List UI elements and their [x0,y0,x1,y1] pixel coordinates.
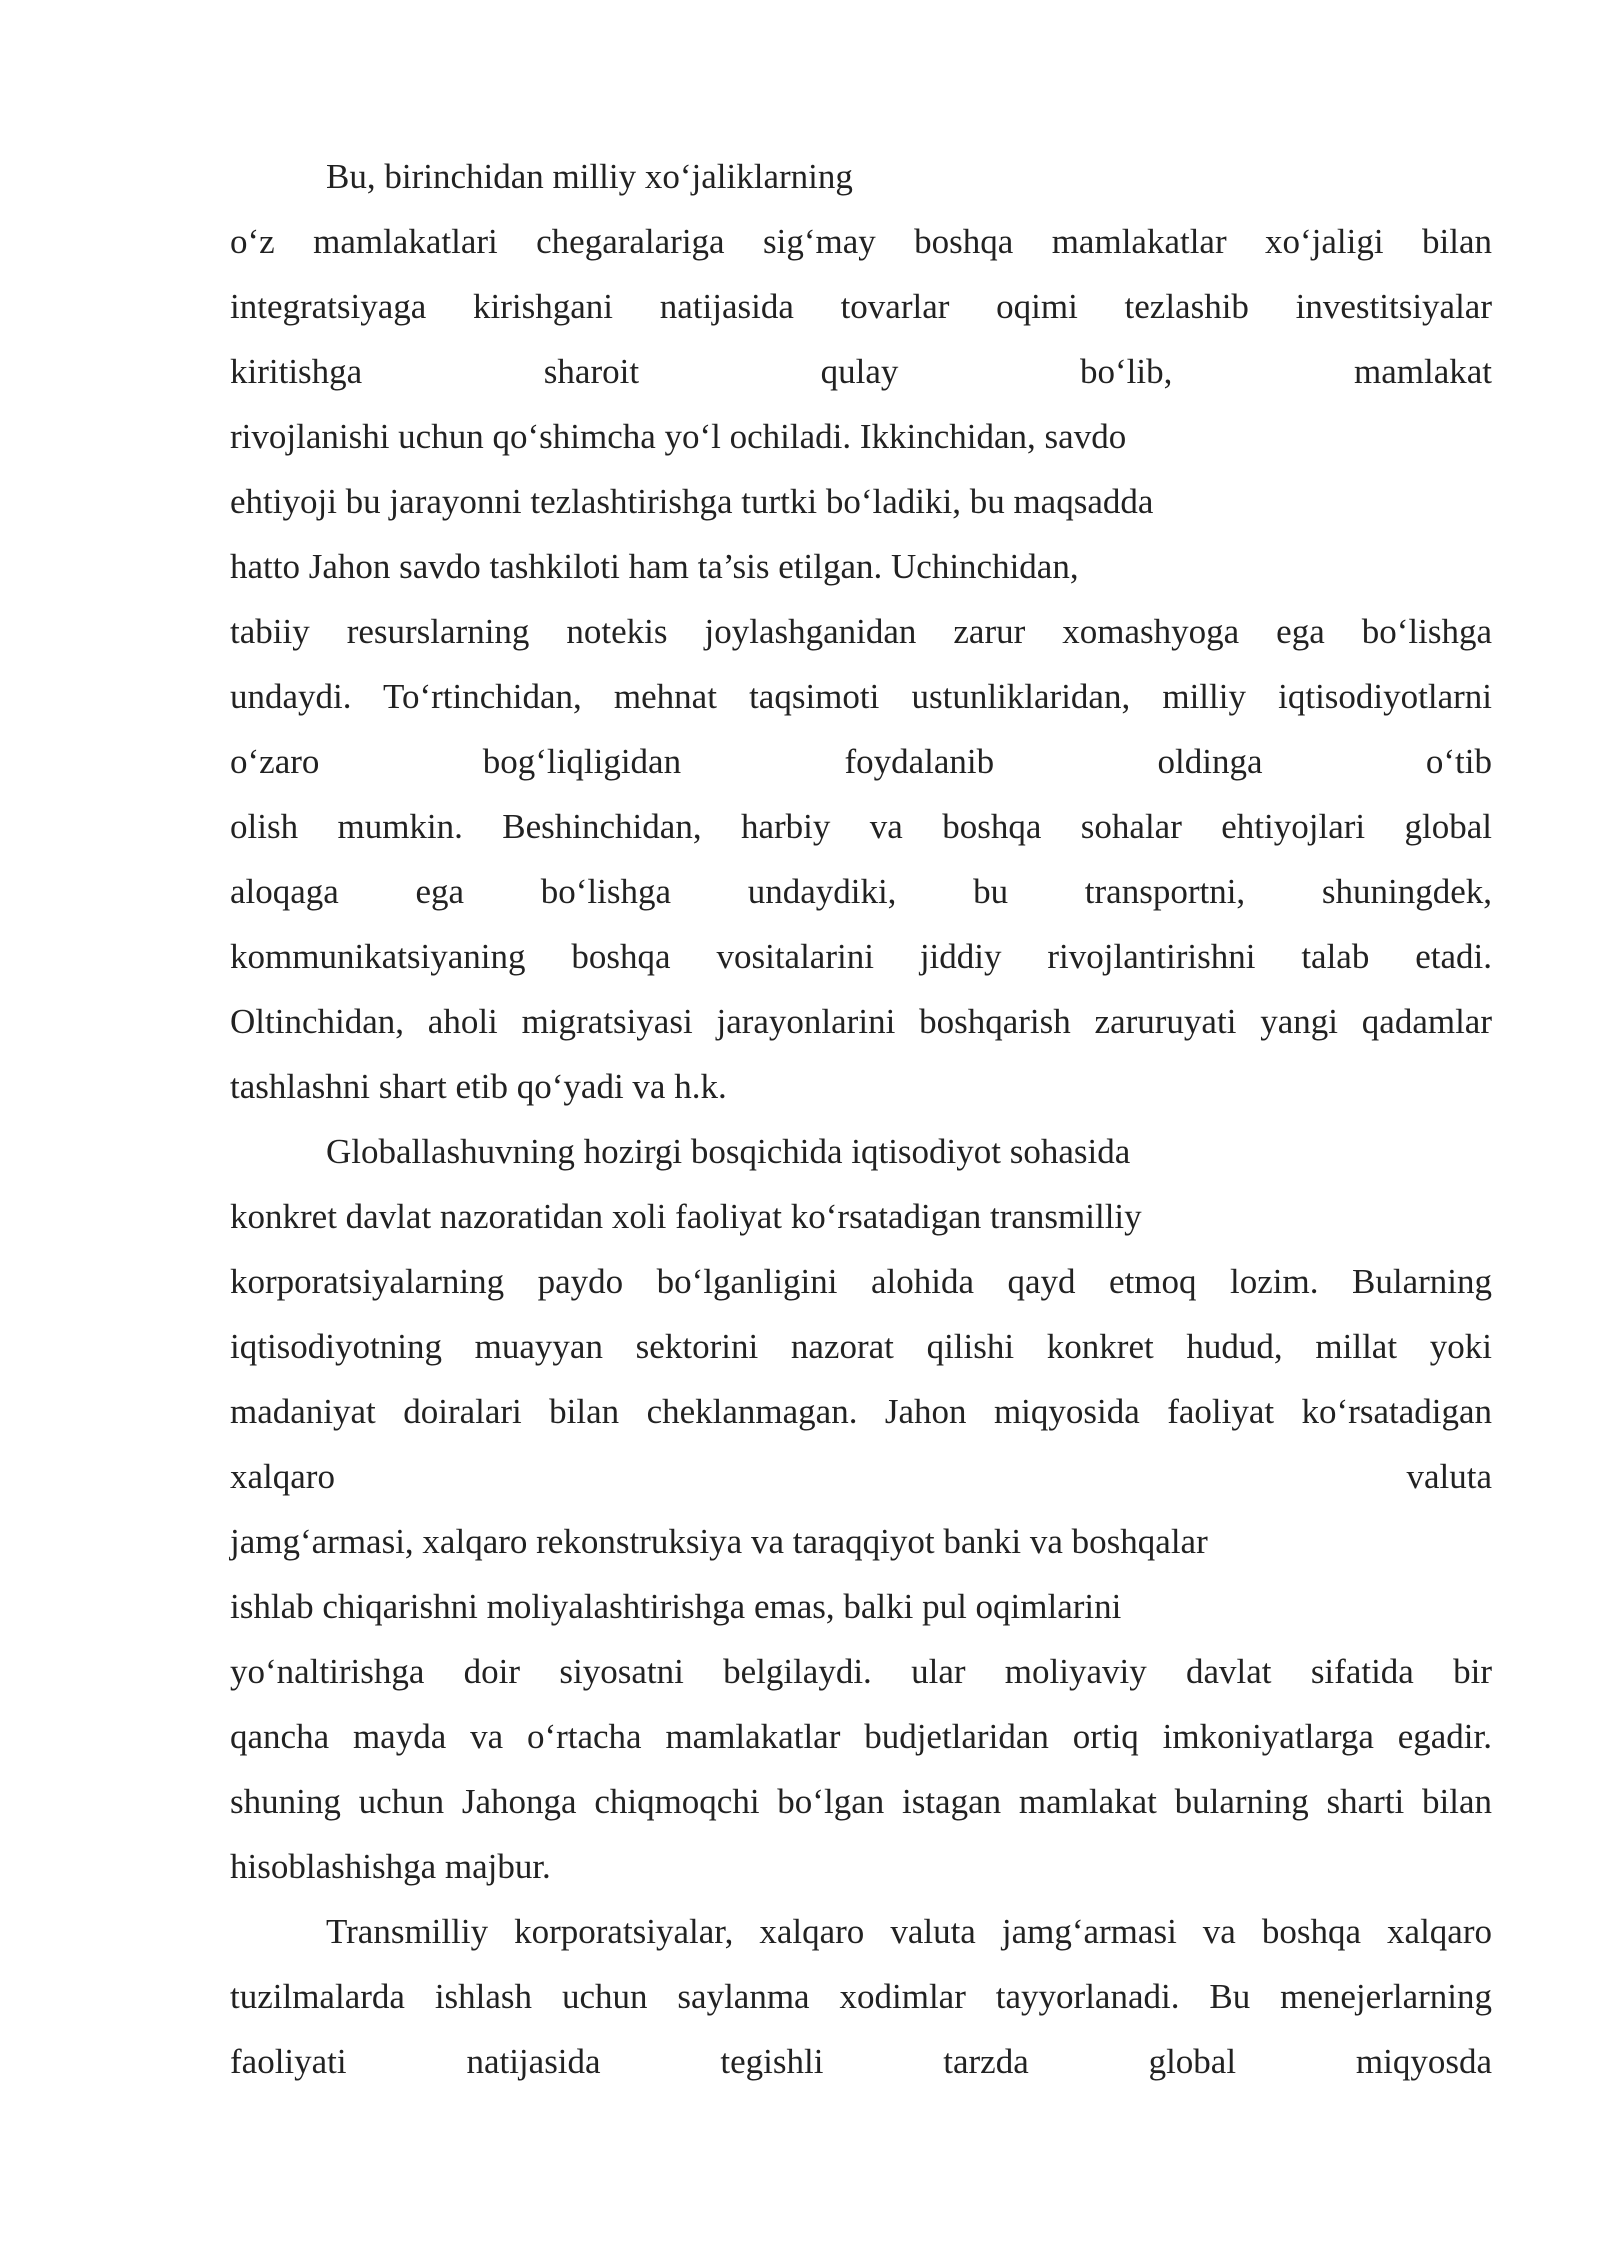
text-line: o‘zaro bog‘liqligidan foydalanib oldinga o‘tib [230,742,1492,781]
text-line: korporatsiyalarning paydo bo‘lganligini alohida qayd etmoq lozim. Bularning [230,1262,1492,1301]
text-line: olish mumkin. Beshinchidan, harbiy va boshqa sohalar ehtiyojlari global [230,807,1492,846]
text-line: undaydi. To‘rtinchidan, mehnat taqsimoti ustunliklaridan, milliy iqtisodiyotlarni [230,677,1492,716]
text-line: hatto Jahon savdo tashkiloti ham ta’sis etilgan. Uchinchidan, [230,547,1079,586]
text-line: o‘z mamlakatlari chegaralariga sig‘may boshqa mamlakatlar xo‘jaligi bilan [230,222,1492,261]
text-line: konkret davlat nazoratidan xoli faoliyat ko‘rsatadigan transmilliy [230,1197,1142,1236]
text-line: kommunikatsiyaning boshqa vositalarini jiddiy rivojlantirishni talab etadi. [230,937,1492,976]
text-line: tabiiy resurslarning notekis joylashganidan zarur xomashyoga ega bo‘lishga [230,612,1492,651]
text-line: qancha mayda va o‘rtacha mamlakatlar budjetlaridan ortiq imkoniyatlarga egadir. [230,1717,1492,1756]
text-line: aloqaga ega bo‘lishga undaydiki, bu transportni, shuningdek, [230,872,1492,911]
text-line: xalqaro valuta [230,1457,1492,1496]
text-line: Transmilliy korporatsiyalar, xalqaro valuta jamg‘armasi va boshqa xalqaro [326,1912,1492,1951]
text-line: iqtisodiyotning muayyan sektorini nazorat qilishi konkret hudud, millat yoki [230,1327,1492,1366]
text-line: kiritishga sharoit qulay bo‘lib, mamlakat [230,352,1492,391]
text-line: Oltinchidan, aholi migratsiyasi jarayonlarini boshqarish zaruruyati yangi qadamlar [230,1002,1492,1041]
text-line: ishlab chiqarishni moliyalashtirishga emas, balki pul oqimlarini [230,1587,1122,1626]
text-line: tashlashni shart etib qo‘yadi va h.k. [230,1067,727,1106]
text-line: Bu, birinchidan milliy xo‘jaliklarning [326,157,853,196]
text-line: integratsiyaga kirishgani natijasida tovarlar oqimi tezlashib investitsiyalar [230,287,1492,326]
text-line: rivojlanishi uchun qo‘shimcha yo‘l ochiladi. Ikkinchidan, savdo [230,417,1127,456]
text-line: jamg‘armasi, xalqaro rekonstruksiya va taraqqiyot banki va boshqalar [230,1522,1208,1561]
text-line: yo‘naltirishga doir siyosatni belgilaydi. ular moliyaviy davlat sifatida bir [230,1652,1492,1691]
text-line: hisoblashishga majbur. [230,1847,551,1886]
text-line: ehtiyoji bu jarayonni tezlashtirishga turtki bo‘ladiki, bu maqsadda [230,482,1154,521]
text-line: faoliyati natijasida tegishli tarzda global miqyosda [230,2042,1492,2081]
text-line: madaniyat doiralari bilan cheklanmagan. Jahon miqyosida faoliyat ko‘rsatadigan [230,1392,1492,1431]
text-line: shuning uchun Jahonga chiqmoqchi bo‘lgan istagan mamlakat bularning sharti bilan [230,1782,1492,1821]
text-line: tuzilmalarda ishlash uchun saylanma xodimlar tayyorlanadi. Bu menejerlarning [230,1977,1492,2016]
text-line: Globallashuvning hozirgi bosqichida iqtisodiyot sohasida [326,1132,1131,1171]
